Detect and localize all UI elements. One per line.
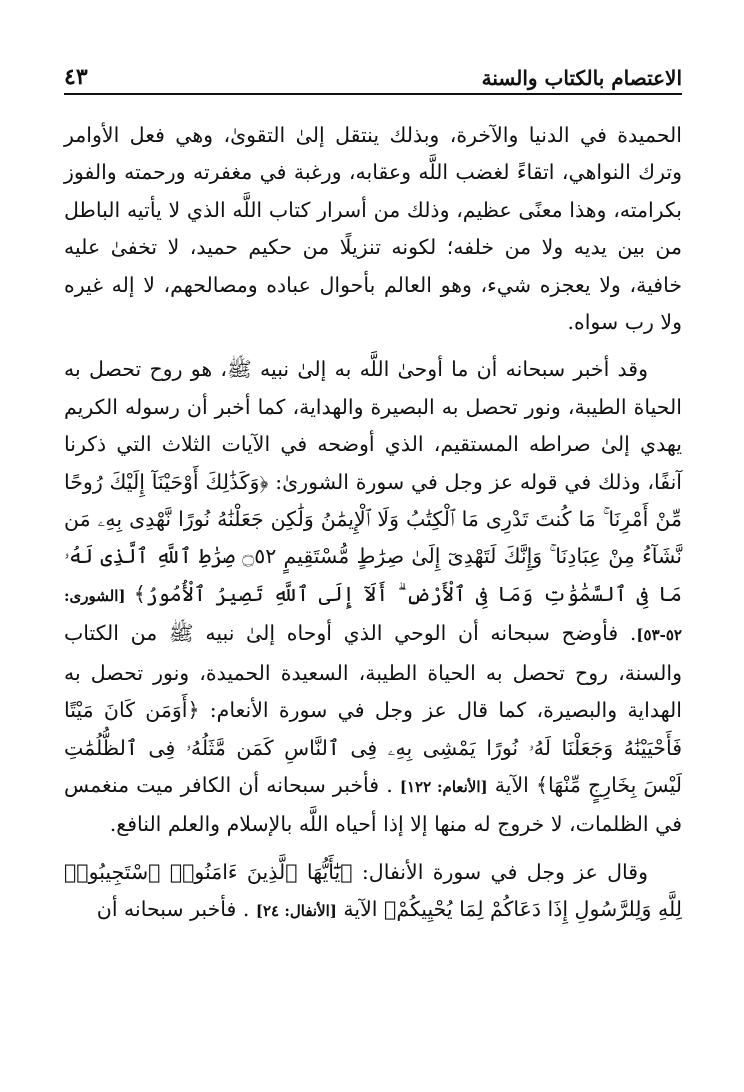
running-title: الاعتصام بالكتاب والسنة	[481, 66, 682, 90]
paragraph-text: الحميدة في الدنيا والآخرة، وبذلك ينتقل إلىٰ التقوىٰ، وهي فعل الأوامر وترك النواهي، اتقاءً لغضب اللَّه وعقابه، ورغبة في مغفرته ورحمته والفوز بكرامته، وهذا معنًى عظيم، وذلك من أسرار كتاب اللَّه الذي لا يأتيه الباطل من بين يديه ولا من خلفه؛ لكونه تنزيلًا من حكيم حميد، لا تخفىٰ عليه خافية، ولا يعجزه شيء، وهو العالم بأحوال عباده ومصالحهم، لا إله غيره ولا رب سواه.	[64, 123, 682, 335]
page-body	[64, 117, 682, 941]
verse-reference-2: [الأنعام: ١٢٢]	[399, 777, 488, 796]
paragraph-tail: . فأوضح سبحانه أن الوحي الذي أوحاه إلىٰ نبيه ﷺ من الكتاب والسنة، روح تحصل به الحياة الطيبة، السعيدة الحميدة، ونور تحصل به الهداية والبصيرة، كما قال عز وجل في سورة الأنعام:	[64, 621, 682, 723]
verse-reference: [الشورى: ٥٢-٥٣]	[64, 586, 682, 645]
paragraph-tail-2: . فأخبر سبحانه أن	[96, 897, 256, 922]
page-header	[64, 58, 682, 95]
verse-reference: [الأنفال: ٢٤]	[255, 902, 337, 921]
quran-verse: ﴿وَكَذَٰلِكَ أَوْحَيْنَآ إِلَيْكَ رُوحًا مِّنْ أَمْرِنَا ۚ مَا كُنتَ تَدْرِى مَا ٱلْكِتَٰبُ وَلَا ٱلْإِيمَٰنُ وَلَٰكِن جَعَلْنَٰهُ نُورًا نَّهْدِى بِهِۦ مَن نَّشَآءُ مِنْ عِبَادِنَا ۚ وَإِنَّكَ لَتَهْدِىٓ إِلَىٰ صِرَٰطٍ مُّسْتَقِيمٍ ۝٥٢ صِرَٰطِ ٱللَّهِ ٱلَّذِى لَهُۥ مَا فِى ٱلسَّمَٰوَٰتِ وَمَا فِى ٱلْأَرْضِ ۗ أَلَآ إِلَى ٱللَّهِ تَصِيرُ ٱلْأُمُورُ﴾	[64, 469, 682, 606]
paragraph-2	[64, 351, 682, 843]
paragraph-3	[64, 854, 682, 931]
paragraph-tail-2: الآية	[487, 772, 536, 797]
quran-verse: ﴿يَٰٓأَيُّهَا ٱلَّذِينَ ءَامَنُوا۟ ٱسْتَجِيبُوا۟ لِلَّهِ وَلِلرَّسُولِ إِذَا دَعَاكُمْ لِمَا يُحْيِيكُمْ﴾	[64, 859, 682, 922]
paragraph-tail-3: . فأخبر سبحانه أن الكافر ميت منغمس في الظلمات، لا خروج له منها إلا إذا أحياه اللَّه بالإسلام والعلم النافع.	[64, 772, 682, 837]
paragraph-1	[64, 117, 682, 341]
paragraph-tail: الآية	[336, 897, 385, 922]
quran-verse-2: ﴿أَوَمَن كَانَ مَيْتًا فَأَحْيَيْنَٰهُ وَجَعَلْنَا لَهُۥ نُورًا يَمْشِى بِهِۦ فِى ٱلنَّاسِ كَمَن مَّثَلُهُۥ فِى ٱلظُّلُمَٰتِ لَيْسَ بِخَارِجٍ مِّنْهَا﴾	[64, 698, 682, 797]
paragraph-lead: وقد أخبر سبحانه أن ما أوحىٰ اللَّه به إلىٰ نبيه ﷺ، هو روح تحصل به الحياة الطيبة، ونور تحصل به البصيرة والهداية، كما أخبر أن رسوله الكريم يهدي إلىٰ صراطه المستقيم، الذي أوضحه في الآيات الثلاث التي ذكرنا آنفًا، وذلك في قوله عز وجل في سورة الشورىٰ:	[64, 357, 682, 494]
page-number: ٤٣	[64, 64, 88, 90]
paragraph-lead: وقال عز وجل في سورة الأنفال:	[352, 859, 648, 884]
